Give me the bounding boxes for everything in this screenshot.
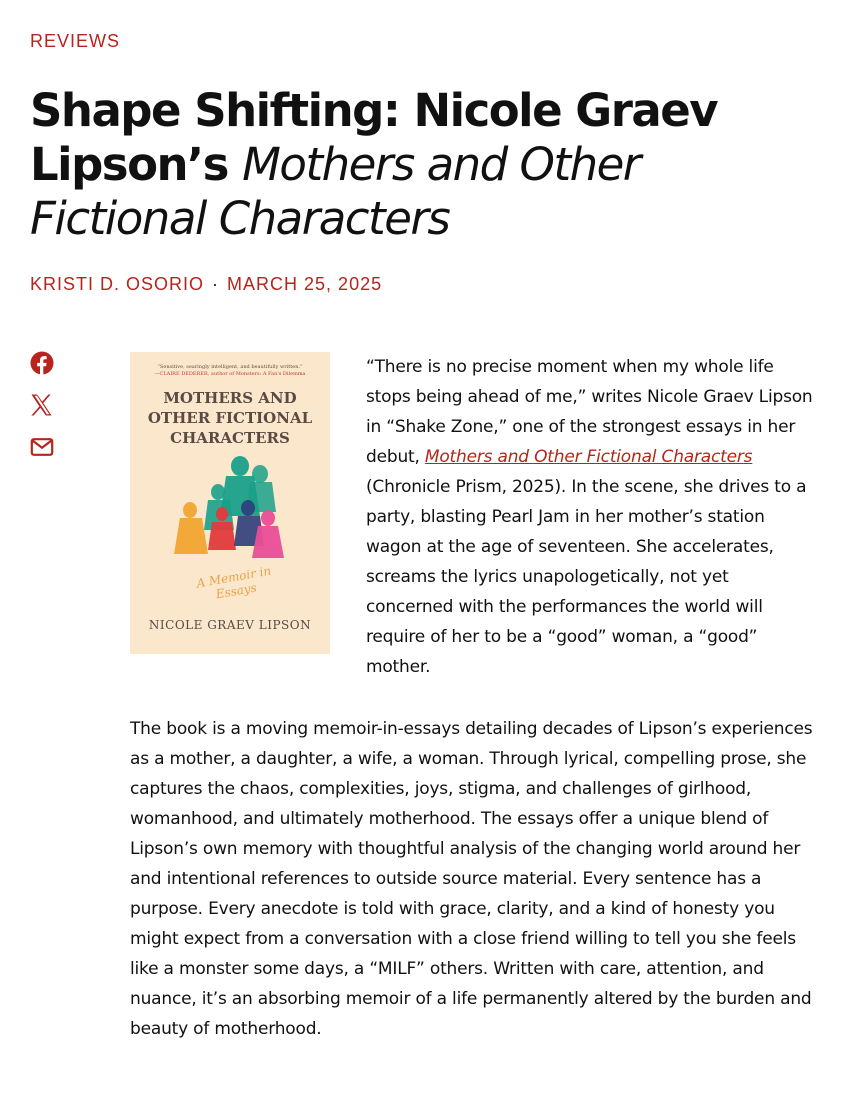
body-paragraph-2: The book is a moving memoir-in-essays detailing decades of Lipson’s experiences as a mother, a daughter, a wife, a woman. Through lyrical, compelling prose, she captures the chaos, complexities, joys, stigma, and challenges of girlhood, womanhood, and ultimately motherhood. The essays offer a unique blend of Lipson’s own memory with thoughtful analysis of the changing world around her and intentional references to outside source material. Every sentence has a purpose. Every anecdote is told with grace, clarity, and a kind of honesty you might expect from a conversation with a close friend willing to tell you she feels like a monster some days, a “MILF” others. Written with care, attention, and nuance, it’s an absorbing memoir of a life permanently altered by the burden and beauty of motherhood. bbox=[130, 719, 813, 1039]
share-bar bbox=[30, 351, 56, 477]
cover-title: MOTHERS AND OTHER FICTIONAL CHARACTERS bbox=[147, 389, 313, 447]
email-icon[interactable] bbox=[30, 435, 54, 459]
book-cover bbox=[130, 352, 330, 654]
article-title bbox=[30, 84, 750, 246]
byline-separator: · bbox=[212, 274, 220, 294]
article-title-italic: Mothers and Other Fictional Characters bbox=[30, 138, 640, 245]
article-title-main: Shape Shifting: Nicole Graev Lipson’s bbox=[30, 84, 718, 191]
cover-subtitle: A Memoir in Essays bbox=[195, 563, 273, 602]
cover-author: NICOLE GRAEV LIPSON bbox=[148, 618, 312, 632]
body-paragraph-1: “There is no precise moment when my whole life stops being ahead of me,” writes Nicole Graev Lipson in “Shake Zone,” one of the strongest essays in her debut, Mothers and Other Fictional Characters (Chronicle Prism, 2025). In the scene, she drives to a party, blasting Pearl Jam in her mother’s station wagon at the age of seventeen. She accelerates, screams the lyrics unapologetically, not yet concerned with the performances the world will require of her to be a “good” woman, a “good” mother. bbox=[366, 357, 813, 677]
publish-date: MARCH 25, 2025 bbox=[227, 274, 383, 294]
author-link[interactable]: KRISTI D. OSORIO bbox=[30, 274, 205, 294]
facebook-icon[interactable] bbox=[30, 351, 54, 375]
book-title-link[interactable]: Mothers and Other Fictional Characters bbox=[424, 447, 753, 467]
category-link-reviews[interactable]: REVIEWS bbox=[30, 31, 121, 51]
cover-blurb: “Sensitive, searingly intelligent, and beautifully written.” —CLAIRE DEDERER, author of Monsters: A Fan's Dilemma bbox=[154, 364, 306, 377]
cover-figures-illustration bbox=[170, 452, 290, 562]
byline bbox=[30, 274, 382, 295]
x-icon[interactable] bbox=[30, 393, 54, 417]
